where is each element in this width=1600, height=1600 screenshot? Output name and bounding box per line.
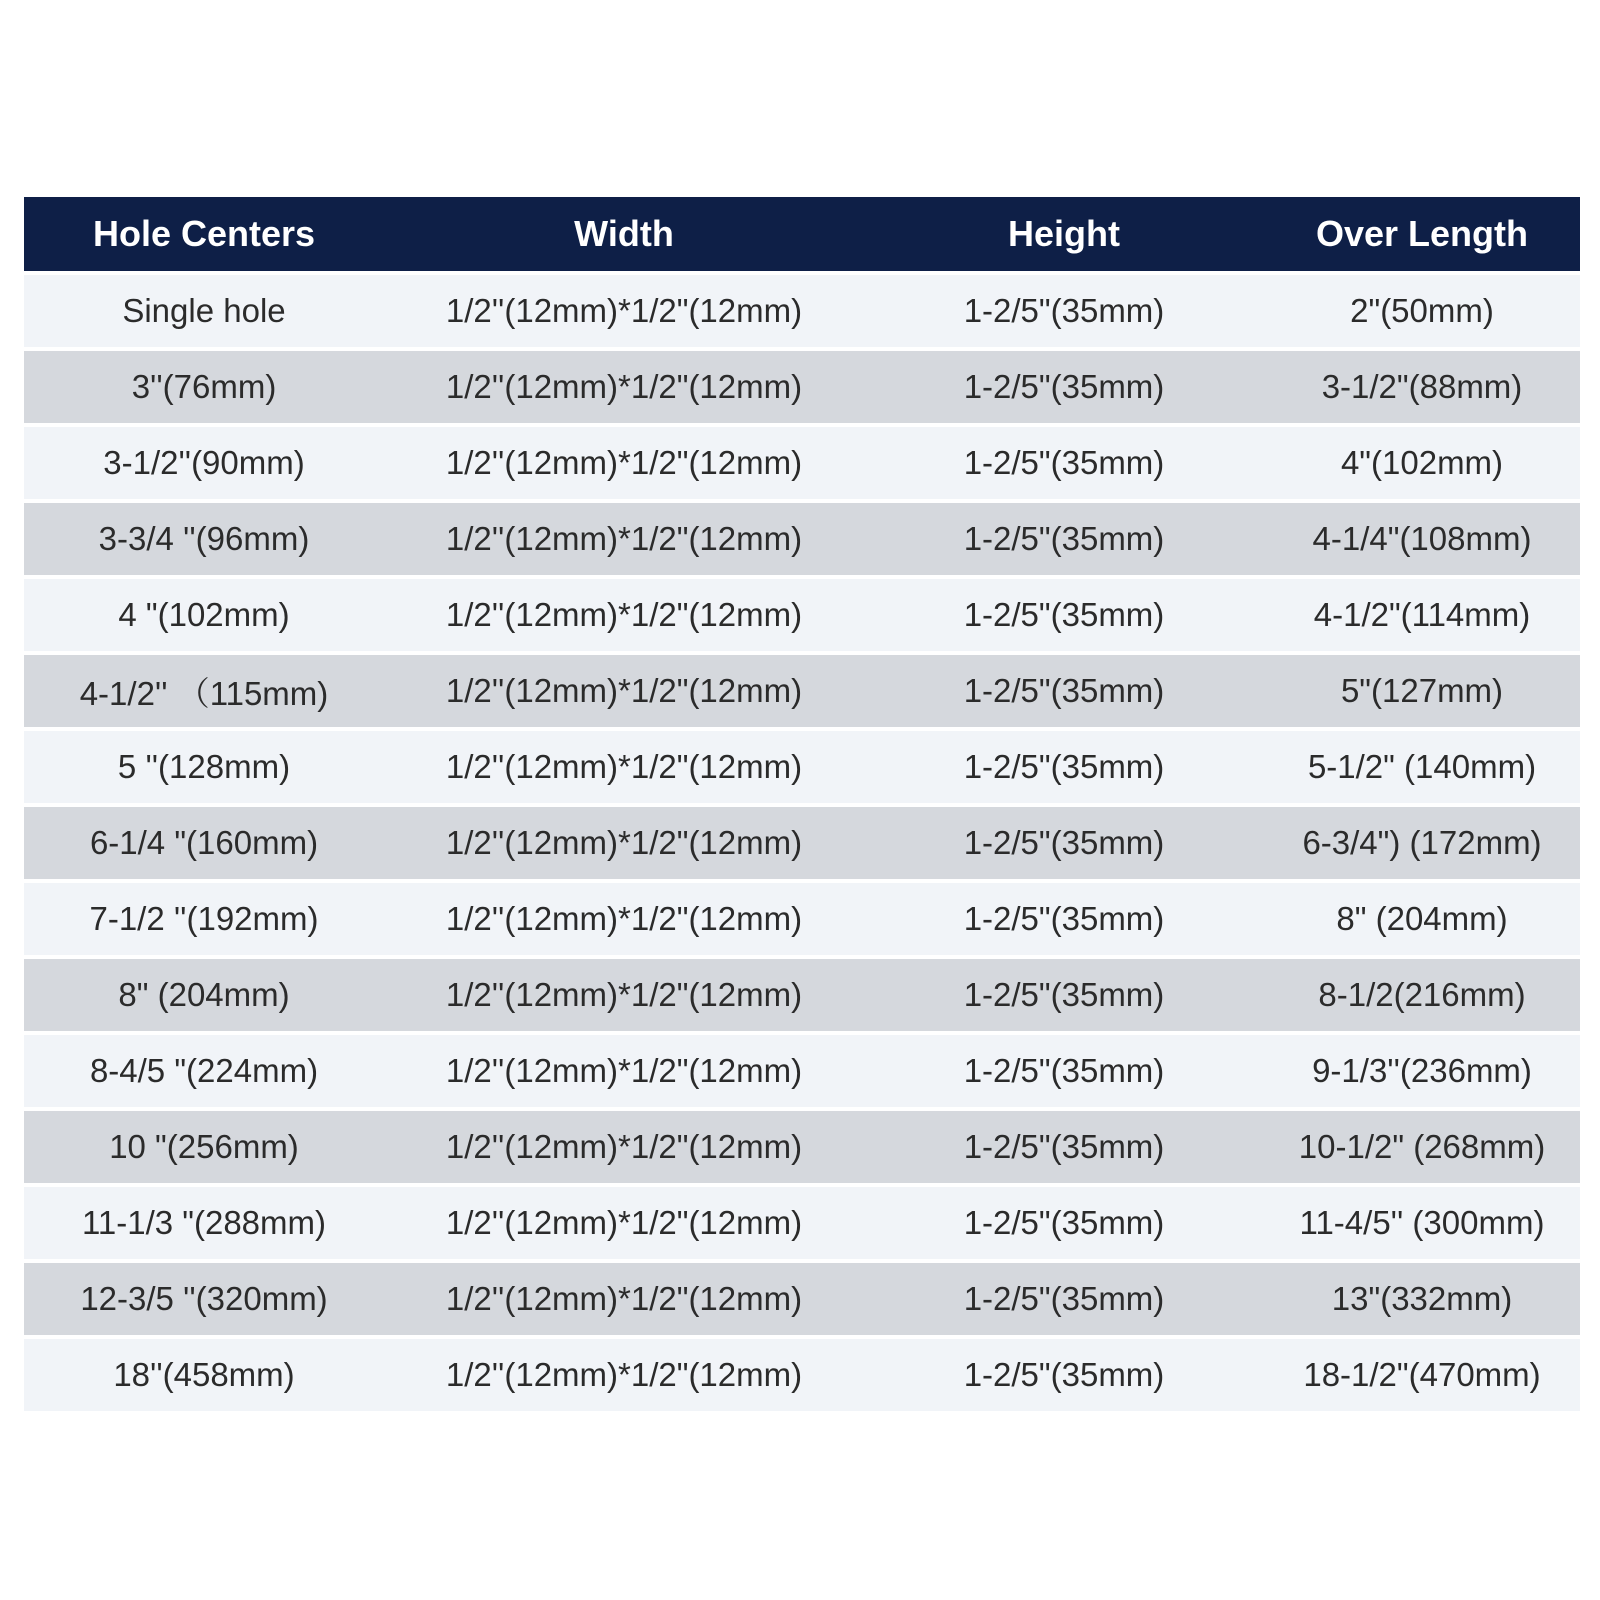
cell-width: 1/2''(12mm)*1/2"(12mm) <box>445 368 803 405</box>
cell-height: 1-2/5"(35mm) <box>963 672 1165 709</box>
table-row <box>24 1111 1580 1183</box>
cell-width: 1/2''(12mm)*1/2"(12mm) <box>445 596 803 633</box>
cell-over-length: 4-1/2"(114mm) <box>1313 596 1531 633</box>
cell-hole-centers: 11-1/3 "(288mm) <box>81 1204 327 1241</box>
cell-width: 1/2''(12mm)*1/2"(12mm) <box>445 824 803 861</box>
cell-width: 1/2''(12mm)*1/2"(12mm) <box>445 520 803 557</box>
cell-width: 1/2''(12mm)*1/2"(12mm) <box>445 748 803 785</box>
cell-hole-centers: 10 "(256mm) <box>109 1128 299 1165</box>
cell-height: 1-2/5"(35mm) <box>963 1204 1165 1241</box>
cell-hole-centers: 4 "(102mm) <box>118 596 290 633</box>
table-row <box>24 1187 1580 1259</box>
cell-over-length: 11-4/5'' (300mm) <box>1299 1204 1545 1241</box>
cell-height: 1-2/5"(35mm) <box>963 1356 1165 1393</box>
cell-hole-centers: 8" (204mm) <box>118 976 290 1013</box>
cell-width: 1/2''(12mm)*1/2"(12mm) <box>445 1204 803 1241</box>
cell-over-length: 9-1/3''(236mm) <box>1312 1052 1532 1089</box>
cell-width: 1/2''(12mm)*1/2"(12mm) <box>445 976 803 1013</box>
table-row <box>24 351 1580 423</box>
cell-over-length: 8-1/2(216mm) <box>1318 976 1526 1013</box>
header-height: Height <box>1008 213 1120 254</box>
cell-hole-centers: 3-3/4 ''(96mm) <box>98 520 310 557</box>
cell-width: 1/2''(12mm)*1/2"(12mm) <box>445 900 803 937</box>
cell-height: 1-2/5"(35mm) <box>963 292 1165 329</box>
table-row <box>24 731 1580 803</box>
cell-over-length: 3-1/2"(88mm) <box>1321 368 1523 405</box>
header-width: Width <box>574 213 674 254</box>
cell-over-length: 5-1/2" (140mm) <box>1307 748 1537 785</box>
table-row <box>24 503 1580 575</box>
cell-hole-centers: 3''(76mm) <box>131 368 277 405</box>
table-row <box>24 1035 1580 1107</box>
cell-height: 1-2/5"(35mm) <box>963 748 1165 785</box>
cell-height: 1-2/5"(35mm) <box>963 596 1165 633</box>
cell-height: 1-2/5"(35mm) <box>963 444 1165 481</box>
table-row <box>24 959 1580 1031</box>
cell-over-length: 18-1/2"(470mm) <box>1303 1356 1541 1393</box>
table-row <box>24 883 1580 955</box>
cell-height: 1-2/5"(35mm) <box>963 368 1165 405</box>
cell-height: 1-2/5"(35mm) <box>963 520 1165 557</box>
cell-width: 1/2''(12mm)*1/2"(12mm) <box>445 292 803 329</box>
cell-over-length: 2"(50mm) <box>1350 292 1494 329</box>
cell-hole-centers: 8-4/5 "(224mm) <box>89 1052 319 1089</box>
cell-over-length: 5"(127mm) <box>1340 672 1504 709</box>
cell-hole-centers: Single hole <box>122 292 286 329</box>
table-row <box>24 275 1580 347</box>
cell-hole-centers: 6-1/4 "(160mm) <box>89 824 319 861</box>
cell-width: 1/2''(12mm)*1/2"(12mm) <box>445 1052 803 1089</box>
cell-height: 1-2/5"(35mm) <box>963 1052 1165 1089</box>
cell-hole-centers: 4-1/2'' （115mm) <box>79 674 329 712</box>
cell-height: 1-2/5"(35mm) <box>963 824 1165 861</box>
cell-hole-centers: 7-1/2 ''(192mm) <box>89 900 319 937</box>
cell-width: 1/2''(12mm)*1/2"(12mm) <box>445 1356 803 1393</box>
cell-over-length: 13"(332mm) <box>1331 1280 1513 1317</box>
cell-width: 1/2''(12mm)*1/2"(12mm) <box>445 1128 803 1165</box>
header-hole-centers: Hole Centers <box>92 213 316 254</box>
cell-hole-centers: 12-3/5 ''(320mm) <box>80 1280 328 1317</box>
cell-height: 1-2/5"(35mm) <box>963 900 1165 937</box>
cell-over-length: 4"(102mm) <box>1340 444 1504 481</box>
spec-table <box>24 197 1580 1411</box>
cell-height: 1-2/5"(35mm) <box>963 1280 1165 1317</box>
table-row <box>24 1263 1580 1335</box>
table-row <box>24 579 1580 651</box>
table-row <box>24 1339 1580 1411</box>
table-header-row <box>24 197 1580 271</box>
cell-hole-centers: 3-1/2''(90mm) <box>103 444 305 481</box>
table-row <box>24 655 1580 727</box>
cell-width: 1/2''(12mm)*1/2"(12mm) <box>445 1280 803 1317</box>
cell-width: 1/2''(12mm)*1/2"(12mm) <box>445 672 803 709</box>
cell-over-length: 4-1/4"(108mm) <box>1312 520 1532 557</box>
table-row <box>24 427 1580 499</box>
cell-height: 1-2/5"(35mm) <box>963 1128 1165 1165</box>
cell-hole-centers: 5 ''(128mm) <box>117 748 291 785</box>
table-row <box>24 807 1580 879</box>
cell-over-length: 6-3/4") (172mm) <box>1302 824 1542 861</box>
cell-hole-centers: 18''(458mm) <box>113 1356 295 1393</box>
cell-height: 1-2/5"(35mm) <box>963 976 1165 1013</box>
cell-width: 1/2''(12mm)*1/2"(12mm) <box>445 444 803 481</box>
cell-over-length: 10-1/2" (268mm) <box>1298 1128 1546 1165</box>
header-over-length: Over Length <box>1315 213 1529 254</box>
cell-over-length: 8" (204mm) <box>1336 900 1508 937</box>
